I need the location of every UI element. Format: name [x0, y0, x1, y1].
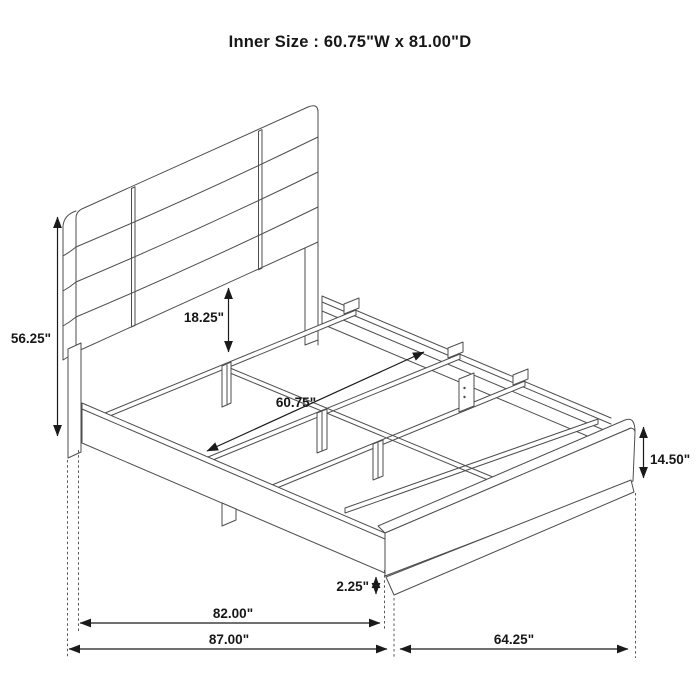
headboard-left-leg-face: [68, 343, 81, 458]
dim-footboard-width: [400, 632, 628, 649]
dim-label-base-rail-height: 2.25": [336, 579, 369, 594]
dim-label-depth-inner: 82.00": [212, 606, 254, 621]
side-rail-left: [82, 403, 385, 573]
bracket-hole: [463, 387, 465, 389]
bracket-plate: [459, 373, 474, 412]
dim-label-headboard-height: 56.25": [10, 331, 51, 346]
headboard-side-face: [63, 211, 76, 360]
dim-footboard-height: [644, 427, 691, 478]
dim-base-rail-height: [336, 577, 376, 594]
dim-label-depth-overall: 87.00": [208, 632, 250, 647]
dim-label-footboard-height: 14.50": [650, 452, 691, 467]
dim-depth-inner: [80, 606, 380, 623]
diagram-title: Inner Size : 60.75"W x 81.00"D: [228, 33, 472, 51]
side-rail-right: [322, 296, 611, 446]
dim-label-under-clearance: 18.25": [183, 310, 224, 325]
dim-headboard-height: [11, 217, 58, 436]
side-rail-right-lines: [322, 296, 611, 446]
slat: [208, 354, 460, 462]
headboard-left-leg: [68, 343, 81, 458]
dim-label-inner-width: 60.75": [275, 395, 317, 410]
dim-label-footboard-width: 64.25": [493, 632, 535, 647]
dim-depth-overall: [69, 632, 387, 649]
headboard-channel-side: [63, 247, 76, 326]
bracket-hole: [463, 396, 465, 398]
support-bracket: [459, 373, 474, 412]
